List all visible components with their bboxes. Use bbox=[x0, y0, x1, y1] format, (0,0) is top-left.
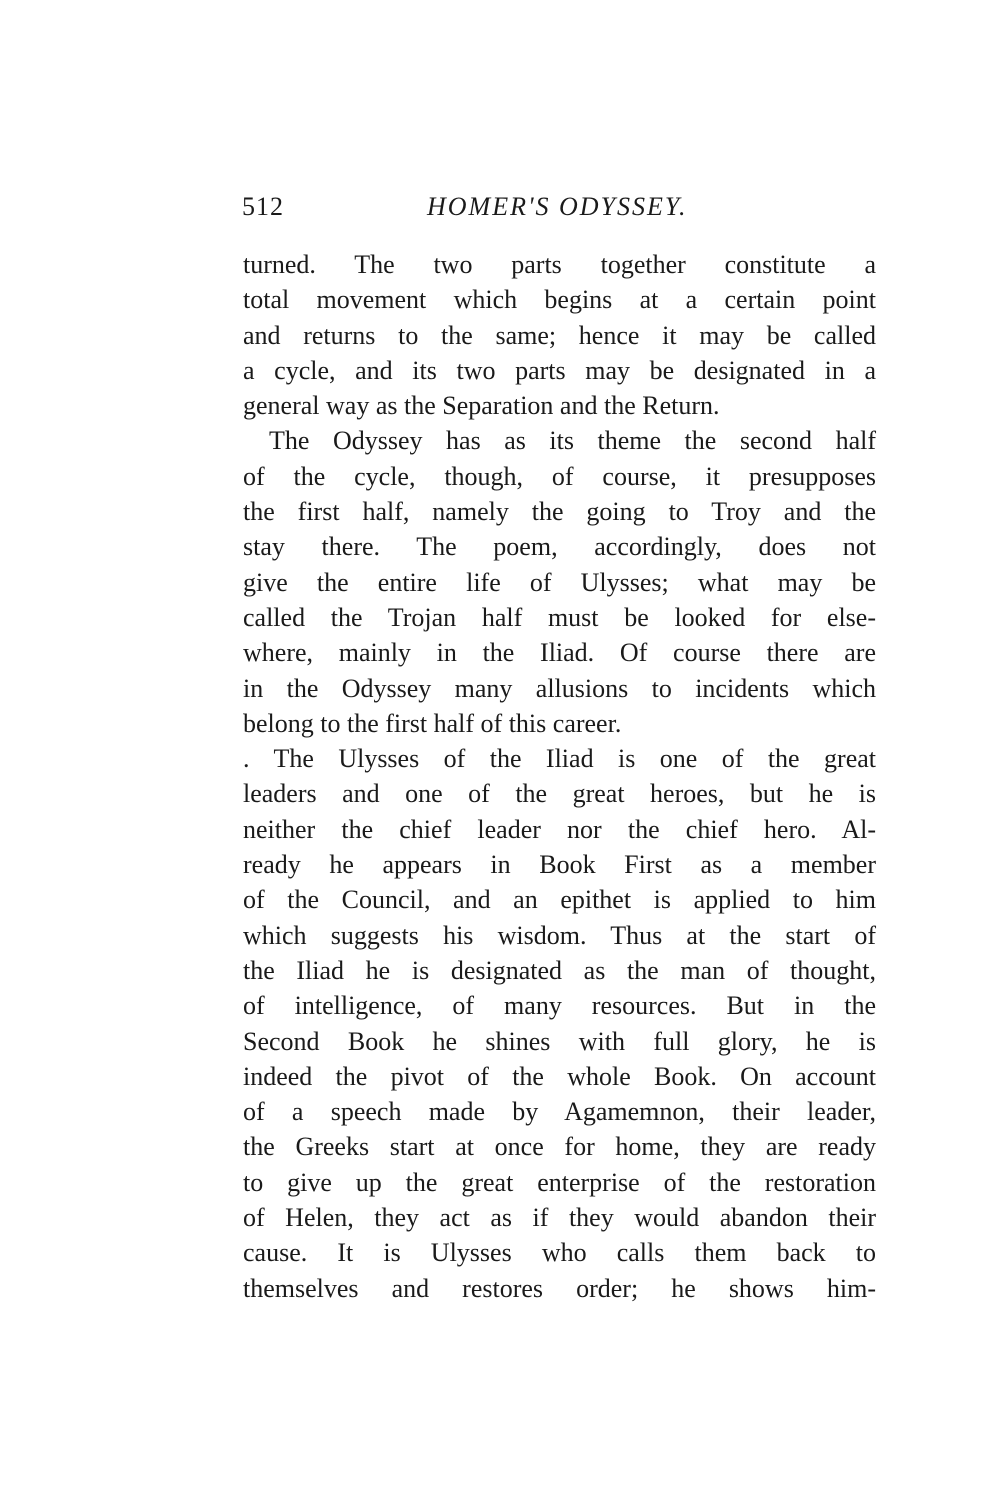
text-line: themselves and restores order; he shows him- bbox=[243, 1273, 876, 1303]
text-line: and returns to the same; hence it may be called bbox=[243, 320, 876, 350]
text-line: the Iliad he is designated as the man of thought, bbox=[243, 955, 876, 985]
text-line: where, mainly in the Iliad. Of course there are bbox=[243, 638, 876, 668]
text-line: in the Odyssey many allusions to incidents which bbox=[243, 673, 876, 703]
text-line: give the entire life of Ulysses; what may be bbox=[243, 567, 876, 597]
text-line: belong to the first half of this career. bbox=[243, 708, 622, 738]
body-text bbox=[243, 247, 876, 1306]
page-number: 512 bbox=[242, 192, 284, 221]
running-head bbox=[242, 192, 882, 232]
text-line: the first half, namely the going to Troy and the bbox=[243, 497, 876, 527]
text-line: Second Book he shines with full glory, he is bbox=[243, 1026, 876, 1056]
text-line: called the Trojan half must be looked for else- bbox=[243, 602, 876, 632]
text-line: turned. The two parts together constitute a bbox=[243, 250, 876, 279]
text-line: a cycle, and its two parts may be designated in a bbox=[243, 355, 876, 385]
text-line: cause. It is Ulysses who calls them back to bbox=[243, 1238, 876, 1268]
text-line: which suggests his wisdom. Thus at the start of bbox=[243, 920, 876, 950]
text-line: ready he appears in Book First as a member bbox=[243, 850, 876, 880]
text-line: to give up the great enterprise of the restoration bbox=[243, 1167, 876, 1197]
text-line: the Greeks start at once for home, they are ready bbox=[243, 1132, 876, 1162]
text-line: stay there. The poem, accordingly, does not bbox=[243, 532, 876, 562]
text-line: of intelligence, of many resources. But in the bbox=[243, 991, 876, 1021]
paragraph-first-line: The Odyssey has as its theme the second half bbox=[269, 426, 876, 456]
running-title: HOMER'S ODYSSEY. bbox=[427, 192, 688, 221]
text-line: of Helen, they act as if they would abandon their bbox=[243, 1203, 876, 1233]
text-line: indeed the pivot of the whole Book. On account bbox=[243, 1061, 876, 1091]
text-line: total movement which begins at a certain point bbox=[243, 285, 876, 315]
paragraph-first-line: . The Ulysses of the Iliad is one of the great bbox=[243, 744, 876, 774]
text-line: general way as the Separation and the Return. bbox=[243, 391, 720, 421]
text-line: of the Council, and an epithet is applied to him bbox=[243, 885, 876, 915]
text-line: of the cycle, though, of course, it presupposes bbox=[243, 461, 876, 491]
text-line: leaders and one of the great heroes, but he is bbox=[243, 779, 876, 809]
text-line: of a speech made by Agamemnon, their leader, bbox=[243, 1097, 876, 1127]
text-line: neither the chief leader nor the chief hero. Al- bbox=[243, 814, 876, 844]
